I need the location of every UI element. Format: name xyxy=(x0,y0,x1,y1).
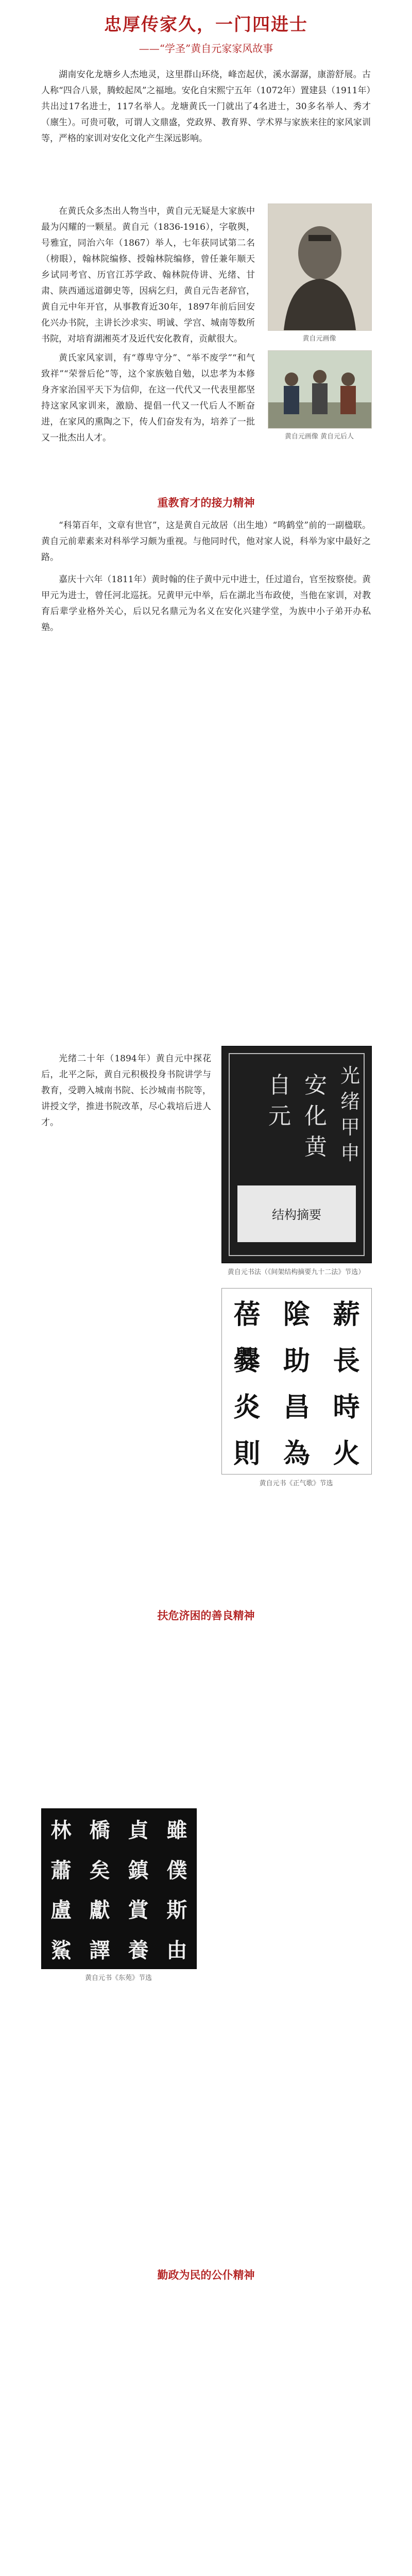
calligraphy-char: 薪 xyxy=(333,1298,360,1330)
svg-text:申: 申 xyxy=(340,1142,360,1164)
calligraphy-char: 林 xyxy=(50,1818,72,1843)
calligraphy-char: 炎 xyxy=(233,1391,261,1423)
svg-text:甲: 甲 xyxy=(340,1116,360,1139)
family-motto-paragraph: 黄氏家风家训，有“尊卑守分”、“举不废学”“和气致祥”“荣誉后伦”等，这个家族勉自勉，以忠孝为本修身齐家治国平天下为信仰，在这一代代又一代表里都坚持这家风家训来，激励、提倡一代又一代后人不断奋进，在家风的熏陶之下，传人们奋发有为，培养了一批又一批杰出人才。 xyxy=(41,353,255,443)
calligraphy-char: 僕 xyxy=(166,1858,187,1883)
calligraphy-char: 為 xyxy=(283,1437,310,1469)
calligraphy-char: 斯 xyxy=(166,1898,187,1923)
calligraphy-caption-3: 黄自元书《东苑》节选 xyxy=(84,1974,152,1982)
calligraphy-char: 賞 xyxy=(128,1898,149,1923)
section-heading-charity: 扶危济困的善良精神 xyxy=(157,1609,255,1622)
biography-paragraph: 在黄氏众多杰出人物当中，黄自元无疑是大家族中最为闪耀的一颗星。黄自元（1836-1916），字敬舆，号雅宜，同治六年（1867）举人，七年获同试第二名（榜眼），翰林院编修、授翰林院编修，曾任兼年顺天乡试同考官、历官江苏学政、翰林院侍讲、光绪、甘肃、陕西通远道御史等，因病乞归，黄自元告老辞官，黄自元中年开官，从事教育近30年，1897年前后回安化兴办书院，主讲长沙求实、明诚、学宫、城南等数所书院，对培育湖湘英才及近代安化教育，贡献很大。 xyxy=(41,206,255,344)
calligraphy-char: 獻 xyxy=(89,1898,110,1923)
section-heading-education: 重教育才的接力精神 xyxy=(157,496,255,509)
descendants-caption: 黄自元画像 黄自元后人 xyxy=(284,433,354,440)
calligraphy-char: 長 xyxy=(333,1345,360,1377)
calligraphy-caption-1: 黄自元书法（《间架结构摘要九十二法》节选） xyxy=(227,1268,365,1276)
calligraphy-char: 養 xyxy=(128,1938,149,1962)
calligraphy-plate-2 xyxy=(221,1288,372,1475)
calligraphy-char: 鎮 xyxy=(128,1858,149,1883)
calligraphy-char: 蓓 xyxy=(233,1298,261,1330)
calligraphy-char: 貞 xyxy=(128,1818,149,1843)
svg-text:元: 元 xyxy=(268,1103,291,1129)
calligraphy-char: 則 xyxy=(233,1437,261,1469)
article-subtitle: ——“学圣”黄自元家家风故事 xyxy=(139,42,273,55)
education-paragraph-2: 嘉庆十六年（1811年）黄时翰的住子黄中元中进士，任过道台，官至按察使。黄甲元为进士，曾任河北巡抚。兄黄甲元中举，后在湖北当布政使，当他在家训，对教育后辈学业格外关心，后以兄名鼎元为名义在安化兴建学堂，为族中小子弟开办私塾。 xyxy=(41,574,371,633)
calligraphy-char: 鯊 xyxy=(50,1938,72,1962)
calligraphy-char: 橋 xyxy=(89,1818,110,1843)
calligraphy-char: 昌 xyxy=(283,1391,310,1423)
portrait-caption: 黄自元画像 xyxy=(302,335,336,343)
intro-paragraph: 湖南安化龙塘乡人杰地灵，这里群山环绕，峰峦起伏，溪水潺潺，康游舒展。古人称“四合八景，腾蛟起凤”之福地。安化自宋熙宁五年（1072年）置建县（1911年）共出过17名进士，117名举人。龙塘黄氏一门就出了4名进士，30多名举人、秀才（廪生）。可贵可敬，可谓人文鼎盛，党政界、教育界、学术界与家族来往的家风家训等，严格的家训对安化文化产生深远影响。 xyxy=(41,70,371,144)
calligraphy-char: 由 xyxy=(166,1938,187,1962)
svg-text:自: 自 xyxy=(268,1072,291,1098)
education-paragraph-1: “科第百年，文章有世官”，这是黄自元故居（出生地）“鸣鹤堂”前的一副楹联。黄自元前辈素来对科举学习颇为重视。与他同时代，他对家人说，科举为家中最好之路。 xyxy=(41,520,371,563)
calligraphy-char: 助 xyxy=(283,1345,310,1377)
calligraphy-char: 時 xyxy=(333,1391,360,1423)
svg-text:绪: 绪 xyxy=(340,1090,360,1113)
calligraphy-char: 隂 xyxy=(283,1298,310,1330)
descendants-photo xyxy=(268,350,372,429)
education-paragraph-3: 光绪二十年（1894年）黄自元中探花后，北平之际，黄自元积极投身书院讲学与教育，受聘入城南书院、长沙城南书院等，讲授文学，推进书院改革，尽心栽培后进人才。 xyxy=(41,1054,211,1128)
calligraphy-char: 爨 xyxy=(233,1345,261,1377)
calligraphy-caption-2: 黄自元书《正气歌》节选 xyxy=(259,1480,333,1487)
svg-text:安: 安 xyxy=(304,1072,327,1098)
calligraphy-char: 矣 xyxy=(89,1858,110,1883)
portrait-photo xyxy=(268,204,372,331)
svg-text:黄: 黄 xyxy=(304,1134,327,1160)
section-heading-public-service: 勤政为民的公仆精神 xyxy=(157,2268,255,2281)
calligraphy-char: 雖 xyxy=(166,1818,187,1843)
svg-text:光: 光 xyxy=(340,1064,360,1087)
calligraphy-plate-1 xyxy=(221,1046,372,1263)
calligraphy-char: 譯 xyxy=(89,1938,110,1962)
calligraphy-char: 火 xyxy=(333,1437,360,1469)
calligraphy-plate-3 xyxy=(41,1808,197,1969)
svg-text:化: 化 xyxy=(304,1103,327,1129)
calligraphy-char: 盧 xyxy=(50,1898,72,1923)
calligraphy-char: 蕭 xyxy=(50,1858,72,1883)
article-title: 忠厚传家久，一门四进士 xyxy=(104,14,308,35)
svg-text:结构摘要: 结构摘要 xyxy=(272,1208,321,1222)
